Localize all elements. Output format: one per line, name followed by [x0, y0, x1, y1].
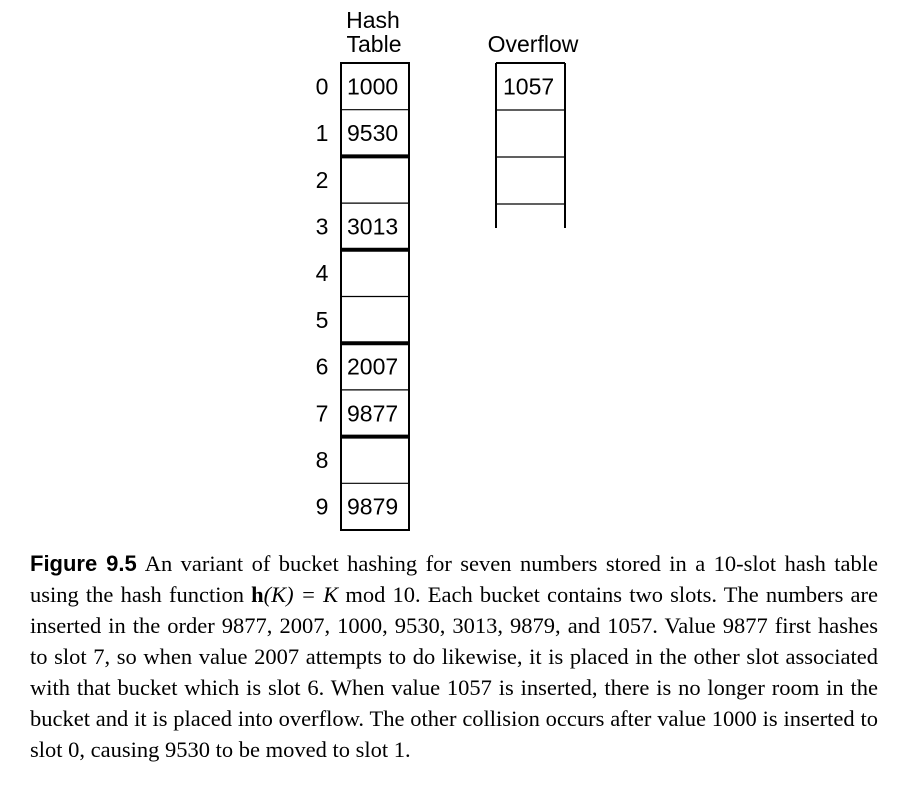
slot-index-0: 0: [315, 73, 329, 100]
overflow-table: [496, 63, 565, 228]
slot-index-2: 2: [315, 166, 329, 193]
slot-value-6: 2007: [347, 353, 399, 380]
overflow-value-0: 1057: [503, 73, 555, 100]
slot-index-9: 9: [315, 493, 329, 520]
slot-index-3: 3: [315, 213, 329, 240]
hash-slot-4: [341, 250, 409, 297]
caption-text-1: An variant of bucket hashing for seven numbers stored in a 10-slot hash table using the hash function: [30, 551, 878, 607]
hash-table-title-line2: Table: [346, 31, 402, 57]
caption-text-2: . Each bucket contains two slots. The numbers are inserted in the order 9877, 2007, 1000, 9530, 3013, 9879, and 1057. Value 9877 first hashes to slot 7, so when value 2007 attempts to do likewise, it is placed in the other slot associated with that bucket which is slot 6. When value 1057 is inserted, there is no longer room in the bucket and it is placed into overflow. The other collision occurs after value 1000 is inserted to slot 0, causing 9530 to be moved to slot 1.: [30, 582, 879, 762]
caption-mod: mod 10: [345, 582, 415, 607]
caption-func-args: (K) = K: [263, 582, 339, 607]
slot-index-7: 7: [315, 400, 329, 427]
hash-slot-8: [341, 437, 409, 484]
figure-label: Figure 9.5: [30, 551, 137, 576]
caption-func-h: h: [251, 582, 264, 607]
slot-value-3: 3013: [347, 213, 399, 240]
slot-index-4: 4: [315, 260, 329, 287]
figure-caption: [30, 548, 878, 765]
slot-index-6: 6: [315, 353, 329, 380]
slot-index-1: 1: [315, 120, 329, 147]
hash-table-title-line1: Hash: [346, 7, 400, 33]
hash-slot-5: [341, 297, 409, 344]
slot-index-5: 5: [315, 306, 329, 333]
slot-value-1: 9530: [347, 120, 399, 147]
slot-value-0: 1000: [347, 73, 399, 100]
hash-table: [316, 63, 409, 530]
overflow-title: Overflow: [487, 31, 579, 57]
slot-value-7: 9877: [347, 400, 399, 427]
hash-slot-2: [341, 156, 409, 203]
slot-value-9: 9879: [347, 493, 399, 520]
slot-index-8: 8: [315, 446, 329, 473]
